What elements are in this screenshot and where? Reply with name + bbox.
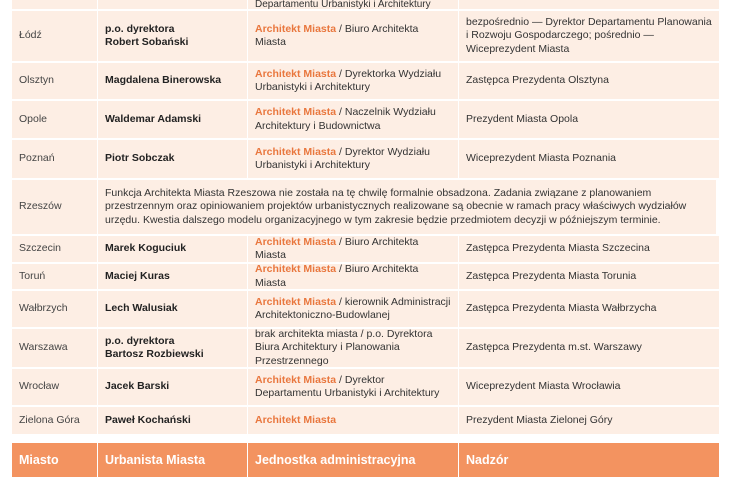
person-name: Jacek Barski [105,380,170,393]
person-cell [98,407,247,434]
city-cell [12,0,97,9]
city-cell: Wrocław [12,369,97,405]
table-row-partial [12,0,716,11]
person-cell [98,369,247,405]
person-name: Magdalena Binerowska [105,74,222,87]
unit-text: brak architekta miasta / p.o. Dyrektora Biura Architektury i Planowania Przestrzennego [255,329,433,367]
person-cell [98,140,247,178]
table-row [12,407,716,436]
unit-text: / Dyrektorka Wydziału Urbanistyki i Architektury [255,67,442,93]
person-name: Paweł Kochański [105,413,191,426]
supervision-cell: Prezydent Miasta Opola [459,101,719,138]
person-name: Maciej Kuras [105,269,170,282]
unit-cell [248,101,458,138]
unit-cell [248,63,458,99]
table-row [12,101,716,140]
supervision-cell: Zastępca Prezydenta Miasta Torunia [459,264,719,289]
city-cell: Zielona Góra [12,407,97,434]
unit-accent: Architekt Miasta [255,264,337,275]
unit-accent: Architekt Miasta [255,373,337,386]
unit-accent: Architekt Miasta [255,145,337,158]
city-cell: Łódź [12,11,97,61]
unit-text: / Naczelnik Wydziału Architektury i Budownictwa [255,106,436,132]
supervision-cell: Prezydent Miasta Zielonej Góry [459,407,719,434]
person-name: Marek Koguciuk [105,242,187,255]
unit-text: / Biuro Architekta Miasta [255,236,419,261]
person-cell [98,291,247,327]
unit-cell [248,369,458,405]
table-row-merged [12,180,716,236]
person-cell [98,236,247,262]
city-cell: Wałbrzych [12,291,97,327]
person-name: Lech Walusiak [105,302,178,315]
person-title: p.o. dyrektora [105,22,175,35]
supervision-cell: bezpośrednio — Dyrektor Departamentu Planowania i Rozwoju Gospodarczego; pośrednio — Wiceprezydent Miasta [459,11,719,61]
person-cell [98,329,247,367]
table-row [12,11,716,63]
table-row [12,369,716,407]
unit-cell [248,291,458,327]
supervision-cell [459,0,719,9]
person-cell [98,101,247,138]
city-cell: Toruń [12,264,97,289]
person-name: Piotr Sobczak [105,152,175,165]
table-row [12,236,716,264]
city-cell: Warszawa [12,329,97,367]
unit-text: / Dyrektor Departamentu Urbanistyki i Architektury [255,373,440,399]
supervision-cell: Zastępca Prezydenta m.st. Warszawy [459,329,719,367]
header-supervision: Nadzór [459,443,719,477]
architects-table [12,0,716,436]
unit-text: / Biuro Architekta Miasta [255,264,419,289]
unit-cell [248,140,458,178]
person-name: Waldemar Adamski [105,112,202,125]
person-cell [98,63,247,99]
header-city: Miasto [12,443,97,477]
header-urbanist: Urbanista Miasta [98,443,247,477]
person-title: p.o. dyrektora [105,334,175,347]
person-cell [98,0,247,9]
unit-accent: Architekt Miasta [255,413,337,426]
supervision-cell: Zastępca Prezydenta Olsztyna [459,63,719,99]
supervision-cell: Wiceprezydent Miasta Poznania [459,140,719,178]
person-cell [98,11,247,61]
supervision-cell: Wiceprezydent Miasta Wrocławia [459,369,719,405]
note-cell: Funkcja Architekta Miasta Rzeszowa nie została na tę chwilę formalnie obsadzona. Zadania związane z planowaniem przestrzennym oraz opiniowaniem projektów urbanistycznych realizowane są obecnie w ramach pracy właściwych wydziałów urzędu. Kwestia dalszego modelu organizacyjnego w tym zakresie będzie przedmiotem decyzji w późniejszym terminie. [98,180,716,234]
unit-cell [248,236,458,262]
unit-cell [248,11,458,61]
table-row [12,291,716,329]
supervision-cell: Zastępca Prezydenta Miasta Wałbrzycha [459,291,719,327]
city-cell: Szczecin [12,236,97,262]
supervision-cell: Zastępca Prezydenta Miasta Szczecina [459,236,719,262]
unit-cell [248,264,458,289]
unit-text: / kierownik Administracji Architektoniczno-Budowlanej [255,295,451,321]
unit-accent: Architekt Miasta [255,106,337,118]
city-cell: Opole [12,101,97,138]
person-name: Robert Sobański [105,36,189,48]
unit-cell [248,329,458,367]
unit-text: / Dyrektor Wydziału Urbanistyki i Architektury [255,145,430,171]
table-row [12,140,716,180]
unit-accent: Architekt Miasta [255,67,337,80]
city-cell: Rzeszów [12,180,97,234]
city-cell: Olsztyn [12,63,97,99]
unit-fragment: Departamentu Urbanistyki i Architektury [255,0,431,9]
unit-text: / Biuro Architekta Miasta [255,22,419,48]
unit-accent: Architekt Miasta [255,22,337,35]
unit-cell [248,0,458,9]
person-name: Bartosz Rozbiewski [105,348,204,360]
unit-cell [248,407,458,434]
table-row [12,63,716,101]
city-cell: Poznań [12,140,97,178]
table-row [12,329,716,369]
table-row [12,264,716,291]
person-cell [98,264,247,289]
unit-accent: Architekt Miasta [255,236,337,248]
unit-accent: Architekt Miasta [255,295,337,308]
table-header [12,443,716,477]
header-unit: Jednostka administracyjna [248,443,458,477]
